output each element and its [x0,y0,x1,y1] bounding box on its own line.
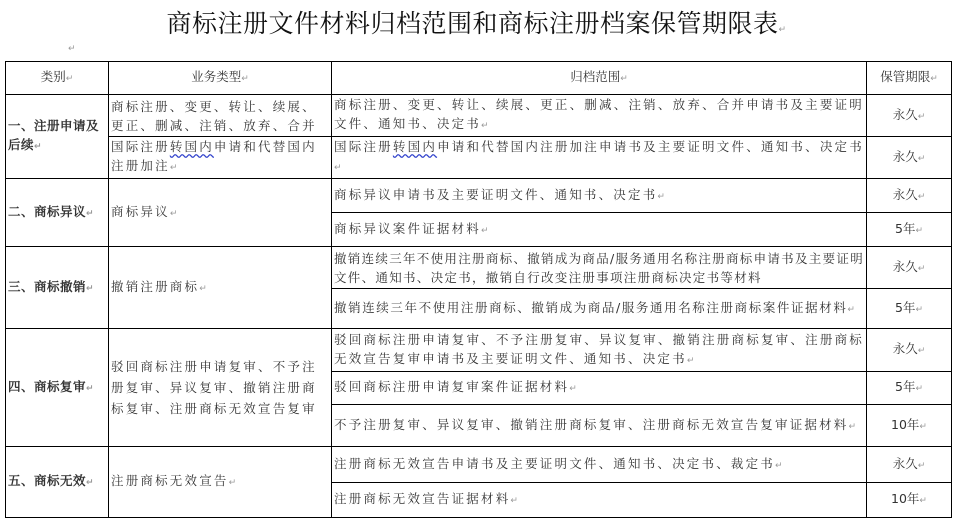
retention-period-cell: 永久↵ [867,179,952,213]
retention-period-cell: 永久↵ [867,247,952,289]
retention-period-cell: 永久↵ [867,447,952,483]
business-type-cell: 国际注册转国内申请和代替国内注册加注↵ [109,137,332,179]
category-cell: 四、商标复审↵ [6,329,109,447]
header-retention-period: 保管期限↵ [867,62,952,95]
retention-period-cell: 10年↵ [867,405,952,447]
retention-period-cell: 5年↵ [867,289,952,329]
header-business-type: 业务类型↵ [109,62,332,95]
retention-period-cell: 5年↵ [867,213,952,247]
paragraph-mark-icon: ↵ [778,25,787,35]
retention-period-cell: 永久↵ [867,137,952,179]
business-type-cell: 商标注册、变更、转让、续展、更正、删减、注销、放弃、合并 [109,95,332,137]
table-row [6,137,952,179]
category-cell: 二、商标异议↵ [6,179,109,247]
table-row [6,179,952,213]
archive-scope-cell: 商标注册、变更、转让、续展、更正、删减、注销、放弃、合并申请书及主要证明文件、通知书、决定书↵ [332,95,867,137]
spellcheck-underlined-text: 转国内 [169,139,214,154]
header-archive-scope: 归档范围↵ [332,62,867,95]
archive-scope-cell: 国际注册转国内申请和代替国内注册加注申请书及主要证明文件、通知书、决定书↵ [332,137,867,179]
business-type-cell: 商标异议↵ [109,179,332,247]
retention-period-cell: 永久↵ [867,95,952,137]
category-cell: 一、注册申请及后续↵ [6,95,109,179]
document-title: 商标注册文件材料归档范围和商标注册档案保管期限表↵ [166,9,787,38]
archive-scope-cell: 撤销连续三年不使用注册商标、撤销成为商品/服务通用名称注册商标案件证据材料↵ [332,289,867,329]
spellcheck-underlined-text: 转国内 [392,139,438,154]
retention-period-cell: 10年↵ [867,483,952,518]
paragraph-mark-icon: ↵ [68,44,76,54]
table-header-row [6,62,952,95]
archive-scope-cell: 撤销连续三年不使用注册商标、撤销成为商品/服务通用名称注册商标申请书及主要证明文件、通知书、决定书，撤销自行改变注册事项注册商标决定书等材料 [332,247,867,289]
category-cell: 五、商标无效↵ [6,447,109,518]
business-type-cell: 注册商标无效宣告↵ [109,447,332,518]
retention-period-cell: 5年↵ [867,372,952,405]
header-category: 类别↵ [6,62,109,95]
retention-table [5,61,952,518]
archive-scope-cell: 商标异议案件证据材料↵ [332,213,867,247]
archive-scope-cell: 驳回商标注册申请复审案件证据材料↵ [332,372,867,405]
business-type-cell: 驳回商标注册申请复审、不予注册复审、异议复审、撤销注册商标复审、注册商标无效宣告复审 [109,329,332,447]
category-cell: 三、商标撤销↵ [6,247,109,329]
archive-scope-cell: 商标异议申请书及主要证明文件、通知书、决定书↵ [332,179,867,213]
archive-scope-cell: 不予注册复审、异议复审、撤销注册商标复审、注册商标无效宣告复审证据材料↵ [332,405,867,447]
table-row [6,95,952,137]
table-row [6,447,952,483]
retention-period-cell: 永久↵ [867,329,952,372]
archive-scope-cell: 驳回商标注册申请复审、不予注册复审、异议复审、撤销注册商标复审、注册商标无效宣告复审申请书及主要证明文件、通知书、决定书↵ [332,329,867,372]
archive-scope-cell: 注册商标无效宣告证据材料↵ [332,483,867,518]
business-type-cell: 撤销注册商标↵ [109,247,332,329]
table-row [6,247,952,289]
table-row [6,329,952,372]
archive-scope-cell: 注册商标无效宣告申请书及主要证明文件、通知书、决定书、裁定书↵ [332,447,867,483]
